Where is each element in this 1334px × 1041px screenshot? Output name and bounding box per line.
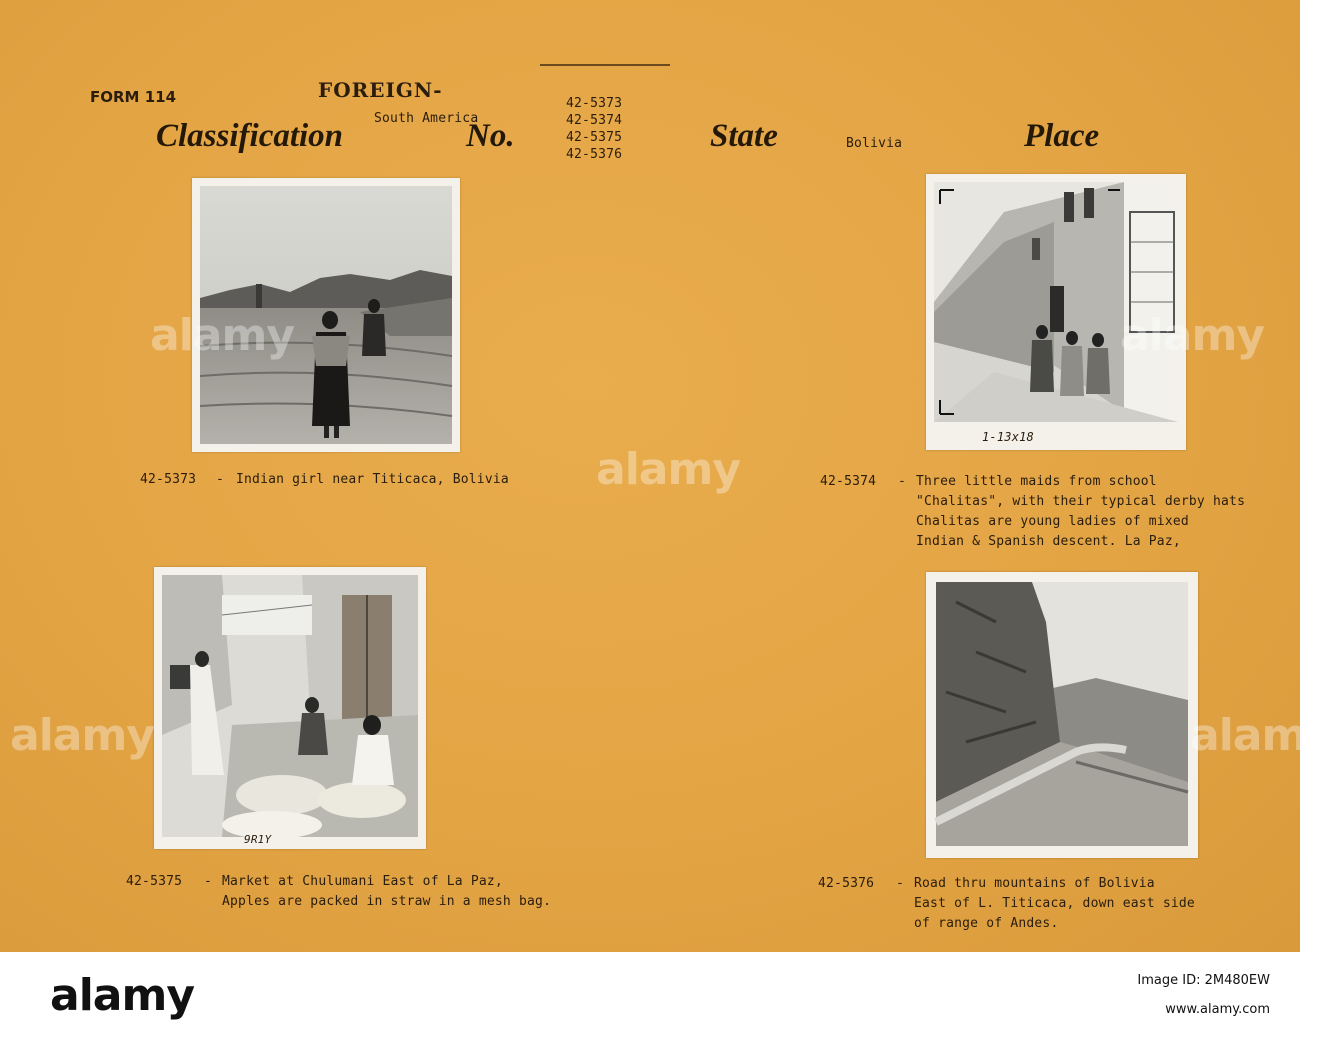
place-heading: Place — [1024, 118, 1100, 154]
number-heading: No. — [466, 118, 515, 154]
caption-id: 42-5376 — [818, 876, 875, 891]
caption-line: Chalitas are young ladies of mixed — [916, 514, 1189, 529]
caption-line: Market at Chulumani East of La Paz, — [222, 874, 503, 889]
photo-chulumani-market — [154, 567, 426, 849]
handwritten-note: 9R1Y — [244, 833, 272, 846]
photo-chalitas-street-image — [934, 182, 1178, 422]
watermark: alamy — [150, 310, 294, 361]
caption-line: Road thru mountains of Bolivia — [914, 876, 1155, 891]
classification-heading: Classification — [156, 118, 344, 154]
caption-dash: - — [216, 472, 225, 487]
photo-chulumani-market-image — [162, 575, 418, 837]
number-list-item: 42-5374 — [566, 113, 623, 128]
form-number: FORM 114 — [90, 88, 177, 106]
handwritten-size-note: 1-13x18 — [982, 430, 1034, 444]
header-rule — [540, 64, 670, 66]
watermark: alamy — [1120, 310, 1264, 361]
caption-id: 42-5373 — [140, 472, 197, 487]
caption-dash: - — [898, 474, 907, 489]
watermark: alamy — [596, 444, 740, 495]
region-label: South America — [374, 111, 479, 126]
caption-line: Indian & Spanish descent. La Paz, — [916, 534, 1181, 549]
image-id: Image ID: 2M480EW — [1137, 973, 1270, 988]
caption-line: "Chalitas", with their typical derby hats — [916, 494, 1246, 509]
caption-line: Three little maids from school — [916, 474, 1157, 489]
state-heading: State — [710, 118, 778, 154]
caption-dash: - — [204, 874, 213, 889]
caption-line: Apples are packed in straw in a mesh bag. — [222, 894, 552, 909]
state-value: Bolivia — [846, 136, 903, 151]
alamy-logo: alamy — [50, 970, 194, 1021]
watermark: alamy — [10, 710, 154, 761]
stock-banner — [0, 952, 1300, 1041]
number-list-item: 42-5373 — [566, 96, 623, 111]
caption-line: East of L. Titicaca, down east side — [914, 896, 1195, 911]
number-list-item: 42-5376 — [566, 147, 623, 162]
caption-id: 42-5375 — [126, 874, 183, 889]
site-url: www.alamy.com — [1165, 1002, 1270, 1017]
number-list-item: 42-5375 — [566, 130, 623, 145]
caption-line: Indian girl near Titicaca, Bolivia — [236, 472, 509, 487]
caption-dash: - — [896, 876, 905, 891]
watermark: alamy — [1190, 710, 1334, 761]
caption-id: 42-5374 — [820, 474, 877, 489]
photo-mountain-road-image — [936, 582, 1188, 846]
photo-mountain-road — [926, 572, 1198, 858]
caption-line: of range of Andes. — [914, 916, 1059, 931]
foreign-label: FOREIGN- — [318, 78, 443, 102]
